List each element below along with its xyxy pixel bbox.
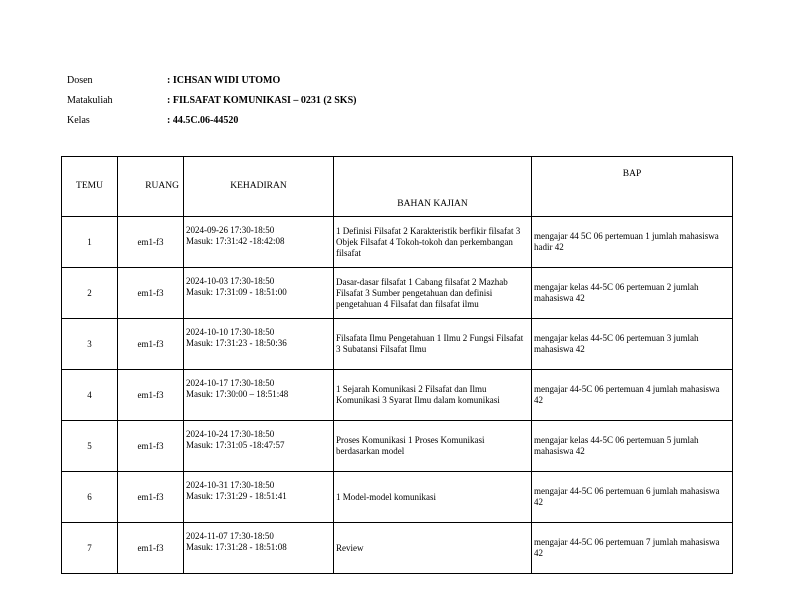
cell-temu: 3 [62, 319, 118, 370]
cell-bahan-kajian: Dasar-dasar filsafat 1 Cabang filsafat 2 Mazhab Filsafat 3 Sumber pengetahuan dan definisi pengetahuan 4 Filsafat dan filsafat ilmu [334, 268, 532, 319]
cell-kehadiran [184, 421, 334, 472]
jadwal-text: 2024-10-10 17:30-18:50 [186, 327, 275, 337]
table-row [62, 319, 733, 370]
table-row [62, 523, 733, 574]
matakuliah-value: : FILSAFAT KOMUNIKASI – 0231 (2 SKS) [167, 94, 357, 106]
cell-ruang: em1-f3 [118, 319, 184, 370]
cell-bap: mengajar 44-5C 06 pertemuan 4 jumlah mahasiswa 42 [532, 370, 733, 421]
jadwal-text: 2024-10-31 17:30-18:50 [186, 480, 275, 490]
cell-temu: 1 [62, 217, 118, 268]
kelas-row [67, 110, 356, 130]
dosen-value: : ICHSAN WIDI UTOMO [167, 74, 281, 86]
cell-bahan-kajian: Review [334, 523, 532, 574]
cell-temu: 2 [62, 268, 118, 319]
masuk-text: Masuk: 17:31:09 - 18:51:00 [186, 287, 287, 297]
cell-ruang: em1-f3 [118, 421, 184, 472]
jadwal-text: 2024-10-03 17:30-18:50 [186, 276, 275, 286]
masuk-text: Masuk: 17:30:00 – 18:51:48 [186, 389, 289, 399]
masuk-text: Masuk: 17:31:23 - 18:50:36 [186, 338, 287, 348]
table-row [62, 472, 733, 523]
cell-bahan-kajian: Filsafata Ilmu Pengetahuan 1 Ilmu 2 Fungsi Filsafat 3 Subatansi Filsafat Ilmu [334, 319, 532, 370]
matakuliah-label: Matakuliah [67, 94, 113, 106]
cell-bahan-kajian: 1 Definisi Filsafat 2 Karakteristik berfikir filsafat 3 Objek Filsafat 4 Tokoh-tokoh dan perkembangan filsafat [334, 217, 532, 268]
header-ruang: RUANG [118, 157, 184, 217]
cell-bahan-kajian: Proses Komunikasi 1 Proses Komunikasi berdasarkan model [334, 421, 532, 472]
jadwal-text: 2024-10-17 17:30-18:50 [186, 378, 275, 388]
table-row [62, 217, 733, 268]
cell-temu: 5 [62, 421, 118, 472]
header-bap: BAP [532, 157, 733, 217]
cell-temu: 6 [62, 472, 118, 523]
jadwal-text: 2024-09-26 17:30-18:50 [186, 225, 275, 235]
cell-bap: mengajar kelas 44-5C 06 pertemuan 5 jumlah mahasiswa 42 [532, 421, 733, 472]
course-info [67, 70, 356, 130]
cell-bahan-kajian: 1 Sejarah Komunikasi 2 Filsafat dan Ilmu Komunikasi 3 Syarat Ilmu dalam komunikasi [334, 370, 532, 421]
table-row [62, 421, 733, 472]
cell-kehadiran [184, 319, 334, 370]
dosen-row [67, 70, 356, 90]
masuk-text: Masuk: 17:31:05 -18:47:57 [186, 440, 285, 450]
cell-ruang: em1-f3 [118, 370, 184, 421]
masuk-text: Masuk: 17:31:29 - 18:51:41 [186, 491, 287, 501]
cell-bap: mengajar kelas 44-5C 06 pertemuan 3 jumlah mahasiswa 42 [532, 319, 733, 370]
cell-temu: 7 [62, 523, 118, 574]
cell-kehadiran [184, 370, 334, 421]
jadwal-text: 2024-10-24 17:30-18:50 [186, 429, 275, 439]
kelas-label: Kelas [67, 114, 90, 126]
masuk-text: Masuk: 17:31:28 - 18:51:08 [186, 542, 287, 552]
cell-bap: mengajar 44-5C 06 pertemuan 6 jumlah mahasiswa 42 [532, 472, 733, 523]
header-kehadiran: KEHADIRAN [184, 157, 334, 217]
table-row [62, 370, 733, 421]
matakuliah-row [67, 90, 356, 110]
table-row [62, 268, 733, 319]
cell-ruang: em1-f3 [118, 472, 184, 523]
cell-bap: mengajar kelas 44-5C 06 pertemuan 2 jumlah mahasiswa 42 [532, 268, 733, 319]
cell-ruang: em1-f3 [118, 268, 184, 319]
cell-kehadiran [184, 523, 334, 574]
cell-bap: mengajar 44 5C 06 pertemuan 1 jumlah mahasiswa hadir 42 [532, 217, 733, 268]
attendance-table [61, 156, 733, 574]
header-bahan-kajian: BAHAN KAJIAN [334, 157, 532, 217]
cell-ruang: em1-f3 [118, 523, 184, 574]
cell-kehadiran [184, 472, 334, 523]
cell-temu: 4 [62, 370, 118, 421]
header-temu: TEMU [62, 157, 118, 217]
cell-ruang: em1-f3 [118, 217, 184, 268]
cell-bap: mengajar 44-5C 06 pertemuan 7 jumlah mahasiswa 42 [532, 523, 733, 574]
cell-kehadiran [184, 268, 334, 319]
kelas-value: : 44.5C.06-44520 [167, 114, 239, 126]
dosen-label: Dosen [67, 74, 93, 86]
cell-bahan-kajian: 1 Model-model komunikasi [334, 472, 532, 523]
table-header-row [62, 157, 733, 217]
cell-kehadiran [184, 217, 334, 268]
jadwal-text: 2024-11-07 17:30-18:50 [186, 531, 274, 541]
masuk-text: Masuk: 17:31:42 -18:42:08 [186, 236, 285, 246]
